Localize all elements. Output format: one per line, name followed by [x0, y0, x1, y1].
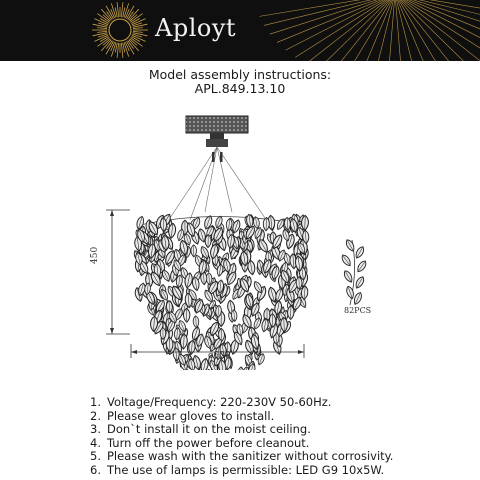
- instruction-item: 5. Please wash with the sanitizer without corrosivity.: [90, 449, 394, 464]
- single-leaf-branch: [340, 238, 368, 305]
- instruction-item: 1. Voltage/Frequency: 220-230V 50-60Hz.: [90, 395, 332, 409]
- sunburst-logo-icon: [0, 0, 480, 61]
- pieces-label: 82PCS: [344, 306, 372, 315]
- chandelier-drawing: [0, 100, 480, 370]
- model-number: APL.849.13.10: [194, 81, 286, 96]
- instruction-item: 2. Please wear gloves to install.: [90, 408, 275, 423]
- instruction-item: 4. Turn off the power before cleanout.: [90, 435, 310, 450]
- ceiling-mount: [186, 116, 248, 147]
- width-label: ø600: [208, 351, 231, 361]
- brand-name: Aployt: [155, 14, 237, 42]
- suspension-wires: [170, 147, 265, 220]
- leaf-cluster: [132, 213, 309, 370]
- instruction-list: [90, 396, 393, 478]
- document-title: Model assembly instructions:: [148, 67, 332, 82]
- instruction-item: 6. The use of lamps is permissible: LED G9 10x5W.: [90, 462, 385, 477]
- height-dimension-line: [106, 210, 130, 334]
- header-banner: [0, 0, 480, 61]
- instruction-item: 3. Don`t install it on the moist ceiling.: [90, 422, 311, 437]
- height-label: 450: [90, 246, 100, 264]
